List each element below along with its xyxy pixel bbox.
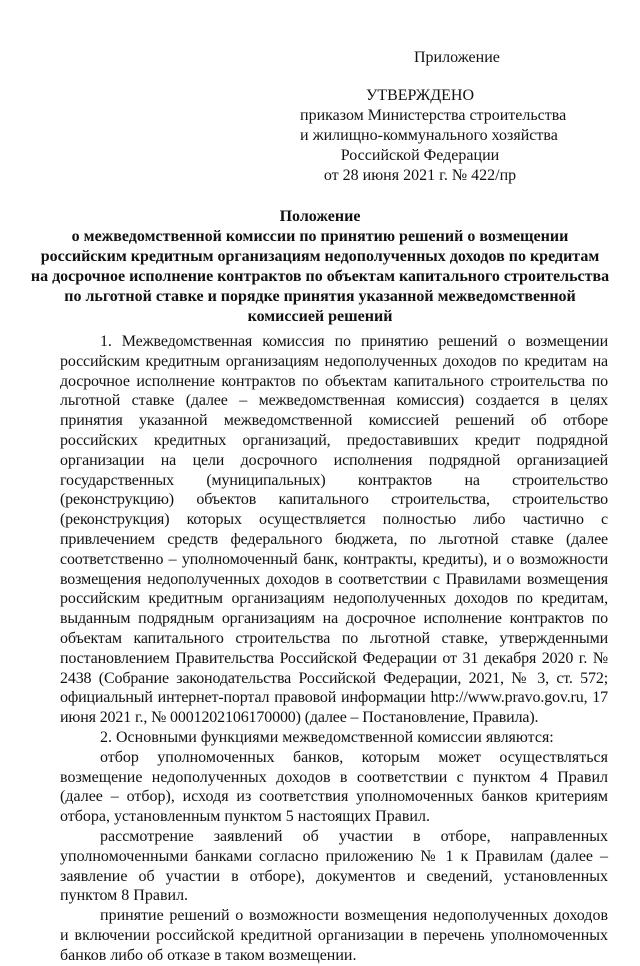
paragraph-function-decision: принятие решений о возможности возмещения недополученных доходов и включении российской кредитной организации в перечень уполномоченных банков либо об отказе в таком возмещении. — [60, 907, 608, 964]
approved-ministry-line: и жилищно-коммунального хозяйства — [300, 127, 558, 144]
document-title — [30, 207, 610, 327]
paragraph-1: 1. Межведомственная комиссия по принятию решений о возмещении российским кредитным организациям недополученных доходов по кредитам на досрочное исполнение контрактов по объектам капитального строительства по льготной ставке (далее – межведомственная комиссия) создается в целях принятия указанной межведомственной комиссией решений об отборе российских кредитных организаций, предоставивших кредит подрядной организации на цели досрочного исполнения подрядной организацией государственных (муниципальных) контрактов на строительство (реконструкцию) объектов капитального строительства, строительство (реконструкция) которых осуществляется полностью либо частично с привлечением средств федерального бюджета, по льготной ставке (далее соответственно – уполномоченный банк, контракты, кредиты), и о возможности возмещения недополученных доходов в соответствии с Правилами возмещения российским кредитным организациям недополученных доходов по кредитам, выданным подрядным организациям на досрочное исполнение контрактов по объектам капитального строительства по льготной ставке, утвержденными постановлением Правительства Российской Федерации от 31 декабря 2020 г. № 2438 (Собрание законодательства Российской Федерации, 2021, № 3, ст. 572; официальный интернет-портал правовой информации http://www.pravo.gov.ru, 17 июня 2021 г., № 0001202106170000) (далее – Постановление, Правила). — [60, 333, 608, 727]
title-line: по льготной ставке и порядке принятия указанной межведомственной — [64, 288, 576, 305]
title-line: о межведомственной комиссии по принятию решений о возмещении — [71, 228, 569, 245]
appendix-label: Приложение — [414, 49, 500, 66]
paragraph-function-review: рассмотрение заявлений об участии в отборе, направленных уполномоченными банками согласно приложению № 1 к Правилам (далее – заявление об участии в отборе), документов и сведений, установленных пунктом 8 Правил. — [60, 827, 608, 905]
paragraph-function-selection: отбор уполномоченных банков, которым может осуществляться возмещение недополученных доходов в соответствии с пунктом 4 Правил (далее – отбор), исходя из соответствия уполномоченных банков критериям отбора, установленным пунктом 5 настоящих Правил. — [60, 748, 608, 826]
title-line: Положение — [279, 208, 361, 225]
document-body — [60, 332, 608, 966]
paragraph-2: 2. Основными функциями межведомственной комиссии являются: — [100, 728, 554, 746]
approved-order-line: приказом Министерства строительства — [300, 107, 567, 124]
title-line: на досрочное исполнение контрактов по объектам капитального строительства — [30, 268, 610, 285]
title-line: российским кредитным организациям недополученных доходов по кредитам — [40, 248, 600, 265]
approved-date-line: от 28 июня 2021 г. № 422/пр — [323, 167, 517, 184]
title-line: комиссией решений — [247, 308, 393, 325]
approved-country-line: Российской Федерации — [340, 147, 500, 164]
approved-label: УТВЕРЖДЕНО — [365, 87, 474, 104]
